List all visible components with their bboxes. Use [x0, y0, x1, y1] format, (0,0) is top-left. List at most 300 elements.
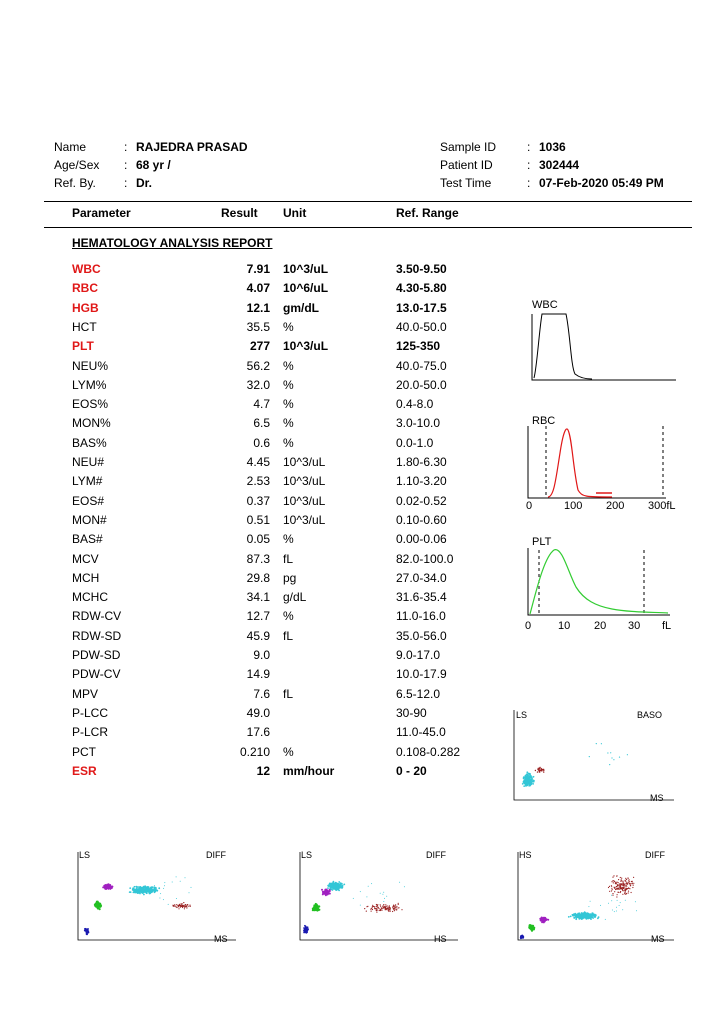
- scatter-dot: [353, 898, 354, 899]
- scatter-dot: [307, 926, 309, 928]
- scatter-dot: [176, 876, 177, 877]
- patient-id-value: 302444: [539, 158, 580, 172]
- wbc-curve: [534, 314, 592, 379]
- scatter-dot: [596, 743, 597, 744]
- scatter-dot: [622, 885, 623, 886]
- scatter-dot: [371, 908, 372, 909]
- unit: pg: [283, 570, 297, 585]
- reference-range: 11.0-45.0: [396, 725, 446, 740]
- patient-id-label: Patient ID: [440, 158, 493, 172]
- result-row: [0, 359, 480, 378]
- scatter-dot: [537, 771, 538, 772]
- scatter-dot: [136, 891, 138, 893]
- parameter-name: BAS#: [72, 532, 103, 547]
- scatter-dot: [583, 912, 585, 914]
- scatter-dot: [185, 877, 186, 878]
- parameter-name: MON#: [72, 512, 107, 527]
- reference-range: 125-350: [396, 339, 441, 354]
- scatter-dot: [623, 882, 624, 883]
- scatter-dot: [626, 893, 627, 894]
- diff2-axis: [300, 852, 458, 940]
- scatter-dot: [393, 908, 394, 909]
- scatter-dot: [614, 911, 615, 912]
- reference-range: 27.0-34.0: [396, 570, 447, 585]
- result-value: 4.07: [246, 281, 270, 296]
- parameter-name: PLT: [72, 339, 94, 354]
- scatter-dot: [632, 883, 633, 884]
- scatter-dot: [383, 904, 384, 905]
- diff3-x-label: MS: [651, 934, 665, 944]
- scatter-dot: [620, 888, 621, 889]
- scatter-dot: [612, 893, 613, 894]
- scatter-dot: [625, 878, 626, 879]
- parameter-name: P-LCC: [72, 705, 109, 720]
- parameter-name: WBC: [72, 262, 101, 276]
- parameter-name: BAS%: [72, 435, 107, 450]
- result-row: [0, 301, 480, 320]
- neu-cluster: [568, 911, 600, 920]
- scatter-dot: [340, 886, 342, 888]
- result-row: [0, 455, 480, 474]
- scatter-dot: [139, 886, 141, 888]
- scatter-dot: [585, 916, 587, 918]
- scatter-dot: [628, 891, 629, 892]
- scatter-dot: [593, 915, 595, 917]
- result-value: 4.7: [253, 397, 270, 412]
- reference-range: 40.0-75.0: [396, 358, 447, 373]
- scatter-dot: [614, 887, 615, 888]
- parameter-name: RDW-CV: [72, 609, 122, 624]
- scatter-dot: [147, 888, 148, 889]
- mono-cluster: [94, 901, 102, 911]
- scatter-dot: [366, 896, 367, 897]
- scatter-dot: [625, 892, 626, 893]
- scatter-dot: [164, 885, 165, 886]
- scatter-dot: [189, 905, 190, 906]
- baso-cluster: [535, 767, 545, 773]
- scatter-dot: [629, 881, 630, 882]
- name-label: Name: [54, 140, 87, 154]
- scatter-dot: [104, 885, 106, 887]
- parameter-name: HCT: [72, 319, 97, 334]
- scatter-dot: [601, 743, 602, 744]
- sep: :: [124, 158, 128, 172]
- unit: g/dL: [283, 590, 307, 605]
- parameter-name: MON%: [72, 416, 111, 431]
- scatter-dot: [335, 885, 337, 887]
- scatter-dot: [530, 783, 532, 785]
- scatter-dot: [629, 883, 630, 884]
- unit: 10^3/uL: [283, 339, 329, 354]
- parameter-name: P-LCR: [72, 725, 109, 740]
- diff2-title: DIFF: [426, 850, 446, 860]
- wbc-histogram-label: WBC: [532, 299, 558, 311]
- sep: :: [527, 176, 531, 190]
- scatter-dot: [366, 911, 367, 912]
- reference-range: 9.0-17.0: [396, 648, 441, 662]
- sep: :: [124, 140, 128, 154]
- scatter-dot: [615, 882, 616, 883]
- scatter-dot: [523, 785, 525, 787]
- scatter-dot: [623, 888, 624, 889]
- scatter-dot: [339, 884, 341, 886]
- scatter-dot: [388, 910, 389, 911]
- scatter-dot: [543, 771, 544, 772]
- scatter-dot: [394, 909, 395, 910]
- scatter-dot: [588, 906, 589, 907]
- scatter-dot: [96, 903, 98, 905]
- scatter-dot: [185, 904, 186, 905]
- scatter-dot: [529, 776, 531, 778]
- scatter-dot: [396, 906, 397, 907]
- rbc-tick: 300fL: [648, 500, 676, 512]
- col-result: Result: [221, 206, 258, 220]
- result-row: [0, 552, 480, 571]
- scatter-dot: [327, 887, 329, 889]
- scatter-dot: [179, 904, 180, 905]
- plt-curve: [530, 550, 668, 614]
- scatter-dot: [163, 888, 164, 889]
- scatter-dot: [360, 905, 361, 906]
- scatter-dot: [178, 906, 179, 907]
- baso-cluster: [364, 903, 403, 913]
- diff1-title: DIFF: [206, 850, 226, 860]
- scatter-dot: [532, 783, 534, 785]
- scatter-dot: [622, 909, 623, 910]
- baso-scatterplot: [506, 706, 678, 804]
- scatter-dot: [385, 908, 386, 909]
- parameter-name: MCHC: [72, 590, 108, 605]
- col-unit: Unit: [283, 206, 307, 220]
- parameter-name: PDW-SD: [72, 648, 121, 662]
- eos-cluster: [539, 917, 549, 924]
- baso-axis: [514, 710, 674, 800]
- scatter-dot: [612, 877, 613, 878]
- scatter-dot: [625, 900, 626, 901]
- scatter-dot: [322, 893, 324, 895]
- scatter-dot: [153, 888, 155, 890]
- scatter-dot: [620, 877, 621, 878]
- result-row: [0, 281, 480, 300]
- scatter-dot: [186, 906, 187, 907]
- scatter-dot: [575, 918, 577, 920]
- scatter-dot: [611, 885, 612, 886]
- scatter-dot: [188, 906, 189, 907]
- scatter-dot: [628, 882, 629, 883]
- scatter-dot: [611, 900, 612, 901]
- scatter-dot: [527, 783, 529, 785]
- scatter-dot: [398, 904, 399, 905]
- scatter-dot: [626, 879, 627, 880]
- scatter-dot: [586, 913, 588, 915]
- plt-tick: 20: [594, 620, 607, 632]
- scatter-dot: [374, 906, 375, 907]
- rbc-histogram: [520, 408, 710, 518]
- scatter-dot: [140, 888, 142, 890]
- scatter-dot: [529, 927, 531, 929]
- scatter-dot: [106, 884, 108, 886]
- scatter-dot: [573, 913, 575, 915]
- scatter-dot: [366, 906, 367, 907]
- parameter-name: EOS%: [72, 397, 109, 412]
- scatter-dot: [607, 752, 608, 753]
- reference-range: 0.0-1.0: [396, 435, 434, 450]
- scatter-dot: [617, 884, 618, 885]
- divider-header: [44, 227, 692, 228]
- reference-range: 13.0-17.5: [396, 300, 447, 315]
- parameter-name: LYM#: [72, 474, 103, 489]
- parameter-name: MCH: [72, 570, 100, 585]
- scatter-dot: [99, 908, 101, 910]
- sep: :: [527, 158, 531, 172]
- scatter-dot: [612, 889, 613, 890]
- baso-cluster: [172, 902, 191, 909]
- scatter-dot: [397, 907, 398, 908]
- rbc-histogram-label: RBC: [532, 415, 556, 427]
- scatter-dot: [570, 916, 572, 918]
- wbc-axis: [532, 314, 676, 380]
- unit: %: [283, 532, 294, 547]
- scatter-dot: [619, 905, 620, 906]
- scatter-dot: [143, 894, 145, 896]
- scatter-dot: [385, 904, 386, 905]
- result-row: [0, 378, 480, 397]
- result-value: 0.210: [239, 744, 270, 759]
- reference-range: 1.80-6.30: [396, 455, 447, 469]
- scatter-dot: [172, 882, 173, 883]
- unit: %: [283, 319, 294, 334]
- scatter-dot: [395, 908, 396, 909]
- result-value: 0.6: [253, 435, 270, 450]
- scatter-dot: [583, 917, 585, 919]
- scatter-dot: [139, 890, 141, 892]
- result-row: [0, 590, 480, 609]
- scatter-dot: [376, 910, 377, 911]
- scatter-dot: [589, 913, 591, 915]
- reference-range: 10.0-17.9: [396, 667, 447, 682]
- scatter-dot: [108, 888, 110, 890]
- scatter-dot: [630, 885, 631, 886]
- rbc-tick: 100: [564, 500, 583, 512]
- scatter-dot: [377, 907, 378, 908]
- scatter-dot: [155, 887, 157, 889]
- scatter-dot: [338, 881, 340, 883]
- scatter-dot: [136, 888, 138, 890]
- scatter-dot: [160, 893, 161, 894]
- scatter-dot: [628, 888, 629, 889]
- scatter-dot: [134, 888, 136, 890]
- sample-id-value: 1036: [539, 140, 566, 154]
- scatter-dot: [635, 901, 636, 902]
- scatter-dot: [130, 891, 132, 893]
- diff3-title: DIFF: [645, 850, 665, 860]
- scatter-dot: [392, 907, 393, 908]
- result-row: [0, 687, 480, 706]
- scatter-dot: [389, 908, 390, 909]
- rbc-ticks: [526, 500, 676, 512]
- scatter-dot: [342, 885, 344, 887]
- scatter-dot: [547, 919, 549, 921]
- parameter-name: RDW-SD: [72, 628, 122, 643]
- scatter-dot: [379, 910, 380, 911]
- scatter-dot: [139, 893, 141, 895]
- scatter-dot: [580, 918, 582, 920]
- scatter-dot: [533, 776, 535, 778]
- scatter-dot: [620, 891, 621, 892]
- result-value: 45.9: [246, 628, 270, 643]
- scatter-dot: [399, 882, 400, 883]
- scatter-dot: [622, 890, 623, 891]
- agesex-label: Age/Sex: [54, 158, 100, 172]
- scatter-dot: [176, 904, 177, 905]
- scatter-dot: [613, 875, 614, 876]
- scatter-dot: [624, 890, 625, 891]
- scatter-dot: [608, 903, 609, 904]
- scatter-dot: [525, 776, 527, 778]
- scatter-dot: [380, 906, 381, 907]
- baso-cluster: [589, 743, 628, 765]
- parameter-name: NEU%: [72, 358, 109, 373]
- scatter-dot: [129, 887, 131, 889]
- rbc-curve: [548, 429, 612, 497]
- scatter-dot: [616, 875, 617, 876]
- scatter-dot: [398, 903, 399, 904]
- scatter-dot: [404, 886, 405, 887]
- unit: %: [283, 744, 294, 759]
- reference-range: 3.0-10.0: [396, 416, 441, 431]
- scatter-dot: [395, 904, 396, 905]
- scatter-dot: [191, 887, 192, 888]
- scatter-dot: [383, 901, 384, 902]
- scatter-dot: [106, 886, 108, 888]
- scatter-dot: [85, 928, 87, 930]
- scatter-dot: [360, 891, 361, 892]
- result-value: 14.9: [246, 667, 270, 682]
- scatter-dot: [364, 908, 365, 909]
- scatter-dot: [376, 912, 377, 913]
- scatter-dot: [621, 878, 622, 879]
- result-value: 0.51: [246, 512, 270, 527]
- scatter-dot: [164, 882, 165, 883]
- scatter-dot: [577, 916, 579, 918]
- result-value: 32.0: [246, 377, 270, 392]
- scatter-dot: [616, 882, 617, 883]
- scatter-dot: [624, 885, 625, 886]
- scatter-dot: [623, 885, 624, 886]
- scatter-dot: [619, 884, 620, 885]
- scatter-dot: [611, 757, 612, 758]
- scatter-dot: [617, 894, 618, 895]
- scatter-dot: [614, 891, 615, 892]
- scatter-dot: [321, 889, 323, 891]
- scatter-dot: [384, 898, 385, 899]
- scatter-dot: [327, 893, 329, 895]
- scatter-dot: [329, 893, 331, 895]
- reference-range: 0.02-0.52: [396, 493, 447, 508]
- unit: %: [283, 416, 294, 431]
- scatter-dot: [178, 908, 179, 909]
- sep: :: [124, 176, 128, 190]
- scatter-dot: [176, 898, 177, 899]
- result-row: [0, 764, 480, 783]
- scatter-dot: [174, 904, 175, 905]
- reference-range: 6.5-12.0: [396, 686, 441, 701]
- scatter-dot: [616, 886, 617, 887]
- result-value: 56.2: [246, 358, 270, 373]
- scatter-dot: [380, 904, 381, 905]
- diff3-axis: [518, 852, 674, 940]
- scatter-dot: [633, 885, 634, 886]
- result-row: [0, 532, 480, 551]
- scatter-dot: [182, 906, 183, 907]
- scatter-dot: [625, 880, 626, 881]
- eos-cluster: [321, 889, 331, 897]
- scatter-dot: [87, 931, 89, 933]
- divider-top: [44, 201, 692, 202]
- scatter-dot: [527, 775, 529, 777]
- reference-range: 20.0-50.0: [396, 377, 447, 392]
- scatter-dot: [592, 913, 594, 915]
- result-row: [0, 474, 480, 493]
- scatter-dot: [628, 892, 629, 893]
- scatter-dot: [609, 886, 610, 887]
- scatter-dot: [619, 757, 620, 758]
- parameter-name: MCV: [72, 551, 99, 566]
- unit: 10^3/uL: [283, 474, 326, 489]
- reference-range: 0.4-8.0: [396, 397, 434, 412]
- scatter-dot: [303, 931, 305, 933]
- scatter-dot: [598, 916, 600, 918]
- scatter-dot: [338, 890, 340, 892]
- scatter-dot: [535, 770, 536, 771]
- unit: %: [283, 358, 294, 373]
- result-row: [0, 571, 480, 590]
- unit: %: [283, 397, 294, 412]
- plt-tick: 10: [558, 620, 571, 632]
- scatter-dot: [590, 901, 591, 902]
- scatter-dot: [132, 888, 134, 890]
- scatter-dot: [156, 890, 158, 892]
- diff1-x-label: MS: [214, 934, 228, 944]
- scatter-dot: [386, 896, 387, 897]
- scatter-dot: [382, 908, 383, 909]
- scatter-dot: [329, 886, 331, 888]
- scatter-dot: [177, 905, 178, 906]
- baso-title: BASO: [637, 710, 663, 720]
- result-row: [0, 320, 480, 339]
- scatter-dot: [612, 910, 613, 911]
- rbc-axis: [528, 426, 666, 498]
- scatter-dot: [622, 884, 623, 885]
- baso-cluster: [522, 771, 535, 787]
- scatter-dot: [613, 759, 614, 760]
- col-ref-range: Ref. Range: [396, 206, 459, 220]
- result-value: 2.53: [246, 474, 270, 489]
- scatter-dot: [376, 906, 377, 907]
- result-value: 12: [256, 763, 270, 778]
- scatter-dot: [615, 888, 616, 889]
- unit: %: [283, 609, 294, 624]
- reference-range: 31.6-35.4: [396, 590, 447, 605]
- scatter-dot: [306, 931, 308, 933]
- unit: 10^3/uL: [283, 455, 326, 469]
- result-row: [0, 609, 480, 628]
- scatter-dot: [542, 769, 543, 770]
- scatter-dot: [624, 893, 625, 894]
- scatter-dot: [343, 884, 345, 886]
- scatter-dot: [632, 887, 633, 888]
- scatter-dot: [636, 910, 637, 911]
